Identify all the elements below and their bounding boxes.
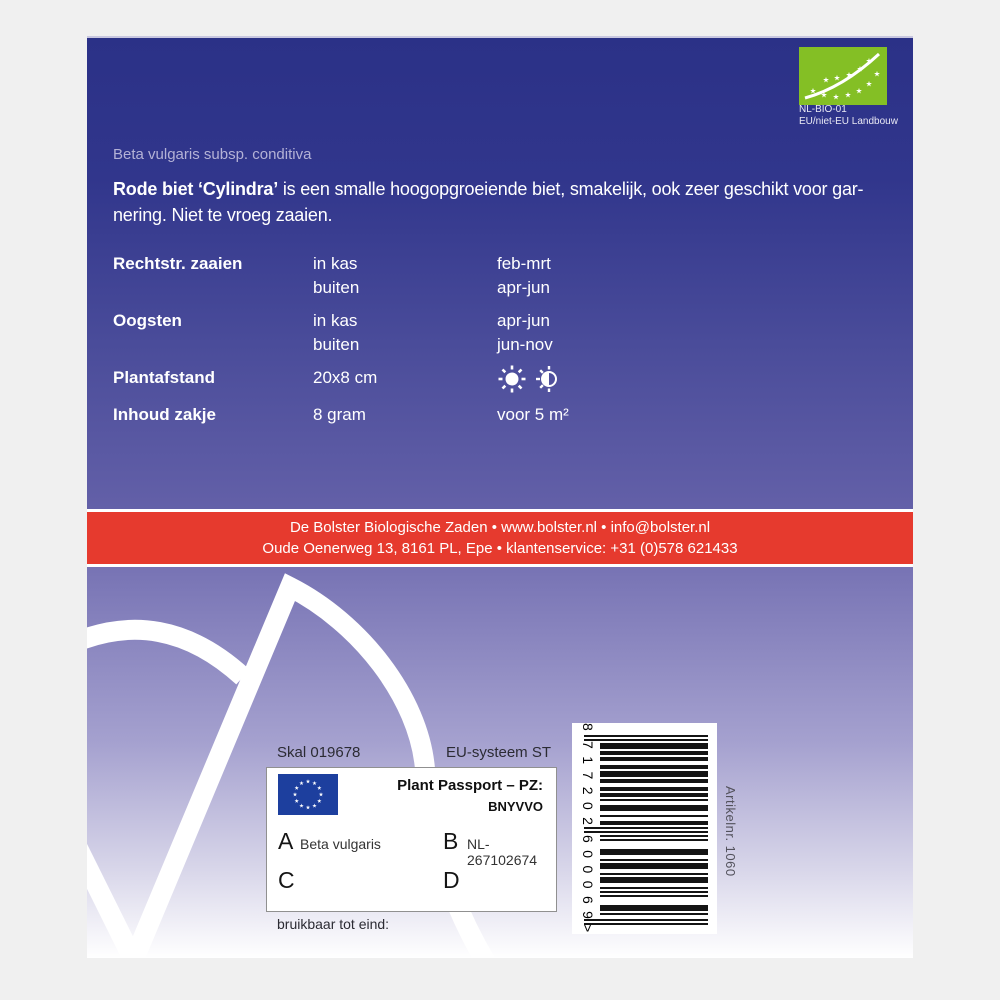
product-description <box>113 176 863 228</box>
decorative-stem <box>87 822 133 958</box>
row-place: in kas <box>313 311 358 330</box>
barcode-group-2: 6 0 0 0 6 9 <box>580 835 596 919</box>
contact-line-2: Oude Oenerweg 13, 8161 PL, Epe • klantenservice: +31 (0)578 621433 <box>262 540 738 557</box>
eu-flag-icon <box>278 774 338 815</box>
cultivation-table <box>113 252 873 436</box>
bottom-panel <box>87 567 913 958</box>
contact-banner <box>87 509 913 567</box>
passport-field-c-key: C <box>278 867 295 893</box>
seed-packet-label <box>87 36 913 958</box>
description-line-1 <box>113 176 863 202</box>
row-period: apr-jun <box>497 311 550 330</box>
passport-field-b-value: NL-267102674 <box>467 836 538 868</box>
row-value: 8 gram <box>313 405 366 424</box>
organic-origin: EU/niet-EU Landbouw <box>799 116 898 127</box>
passport-field-a-value: Beta vulgaris <box>300 836 381 852</box>
row-label: Plantafstand <box>113 368 216 387</box>
full-sun-icon <box>497 364 527 394</box>
decorative-arc <box>87 630 243 677</box>
organic-cert-code: NL-BIO-01 <box>799 104 847 115</box>
article-number: Artikelnr. 1060 <box>723 786 738 877</box>
row-label: Rechtstr. zaaien <box>113 254 243 273</box>
row-period: apr-jun <box>497 278 550 297</box>
barcode-suffix: > <box>580 924 596 933</box>
passport-field-d-key: D <box>443 867 460 893</box>
row-place: in kas <box>313 254 358 273</box>
eu-organic-leaf-logo <box>799 47 887 105</box>
sun-exposure <box>497 364 873 394</box>
passport-field-b-key: B <box>443 828 459 854</box>
ean-barcode <box>574 723 714 933</box>
plant-passport-box <box>266 767 557 912</box>
table-row-content <box>113 403 873 427</box>
row-coverage: voor 5 m² <box>497 405 569 424</box>
table-row-spacing <box>113 366 873 394</box>
description-line-2: nering. Niet te vroeg zaaien. <box>113 205 333 225</box>
table-row-harvest <box>113 309 873 357</box>
product-title: Rode biet ‘Cylindra’ <box>113 179 279 199</box>
row-label: Oogsten <box>113 311 182 330</box>
row-place: buiten <box>313 335 360 354</box>
organic-certification-text <box>799 104 898 128</box>
row-place: buiten <box>313 278 360 297</box>
barcode-bars <box>584 735 708 925</box>
use-by-label: bruikbaar tot eind: <box>277 916 390 932</box>
species-name: Beta vulgaris subsp. conditiva <box>113 146 312 163</box>
description-rest: is een smalle hoogopgroeiende biet, smakelijk, ook zeer geschikt voor gar- <box>278 179 864 199</box>
passport-code: BNYVVO <box>488 799 543 814</box>
info-panel <box>87 38 913 509</box>
barcode-prefix-digit: 8 <box>580 723 596 731</box>
row-label: Inhoud zakje <box>113 405 216 424</box>
table-row-sowing <box>113 252 873 300</box>
barcode-group-1: 7 1 7 2 0 2 <box>580 741 596 825</box>
row-value: 20x8 cm <box>313 368 378 387</box>
row-period: feb-mrt <box>497 254 551 273</box>
contact-line-1: De Bolster Biologische Zaden • www.bolster.nl • info@bolster.nl <box>289 519 711 536</box>
passport-title: Plant Passport – PZ: <box>397 777 543 794</box>
row-period: jun-nov <box>497 335 553 354</box>
skal-number: Skal 019678 <box>277 744 361 761</box>
eu-system-label: EU-systeem ST <box>445 744 551 761</box>
passport-field-a-key: A <box>278 828 294 854</box>
half-sun-icon <box>533 364 563 394</box>
